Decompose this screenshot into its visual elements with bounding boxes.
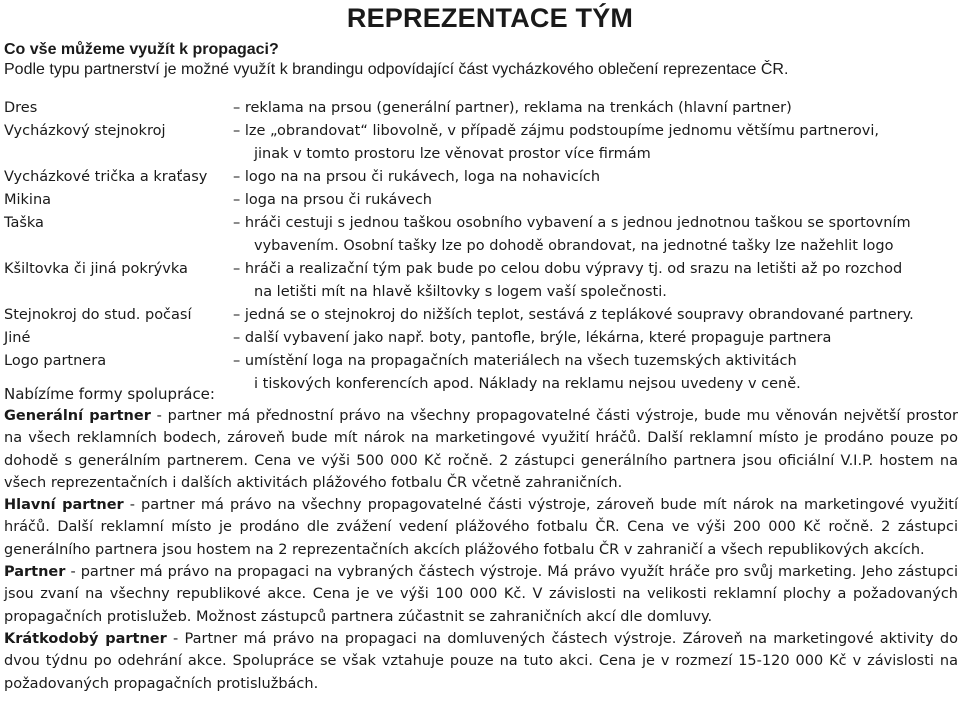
item-description — [233, 304, 954, 327]
item-description-line: jinak v tomto prostoru lze věnovat prostor více firmám — [254, 146, 651, 162]
offer-name: Partner — [4, 564, 66, 581]
item-description-line: – logo na na prsou či rukávech, loga na nohavicích — [233, 169, 601, 185]
item-label: Taška — [4, 215, 44, 231]
intro-question: Co vše můžeme využít k propagaci? — [4, 41, 279, 58]
intro-text: Podle typu partnerství je možné využít k brandingu odpovídající část vycházkového oblečení reprezentace ČR. — [4, 61, 789, 78]
item-description-line: na letišti mít na hlavě kšiltovky s logem vaší společnosti. — [254, 284, 667, 300]
offer-text: - partner má právo na propagaci na vybraných částech výstroje. Má právo využít hráče pro svůj marketing. Jeho zástupci jsou zvaní na všechny republikové akce. Cena je ve výši 100 000 Kč. V závislosti na velikosti reklamní plochy a požadovaných propagačních protislužeb. Možnost zástupců partnera zúčastnit se zahraničních akcí dle domluvy. — [4, 564, 958, 625]
list-item — [4, 97, 954, 120]
page-title: REPREZENTACE TÝM — [346, 3, 634, 33]
offer-name: Generální partner — [4, 408, 151, 424]
offer-paragraph — [4, 561, 958, 628]
item-description — [233, 189, 954, 212]
item-description — [233, 258, 954, 304]
item-label: Stejnokroj do stud. počasí — [4, 307, 192, 323]
list-item — [4, 304, 954, 327]
item-description-line: – hráči cestuji s jednou taškou osobního vybavení a s jednou jednotnou taškou se sportovním — [233, 215, 911, 231]
list-item — [4, 189, 954, 212]
item-description-line: – jedná se o stejnokroj do nižších teplot, sestává z teplákové soupravy obrandované partnery. — [233, 307, 914, 323]
item-label: Vycházkový stejnokroj — [4, 123, 166, 139]
item-description — [233, 212, 954, 258]
list-item — [4, 166, 954, 189]
offer-paragraphs — [4, 405, 958, 695]
item-description-line: – hráči a realizační tým pak bude po celou dobu výpravy tj. od srazu na letišti až po rozchod — [233, 261, 903, 277]
item-description-line: i tiskových konferencích apod. Náklady na reklamu nejsou uvedeny v ceně. — [254, 376, 801, 392]
item-description-line: – umístění loga na propagačních materiálech na všech tuzemských aktivitách — [233, 353, 797, 369]
item-label: Jiné — [4, 330, 31, 346]
item-label: Dres — [4, 100, 38, 116]
item-description-line: – lze „obrandovat“ libovolně, v případě zájmu podstoupíme jednomu většímu partnerovi, — [233, 123, 879, 139]
item-description — [233, 350, 954, 396]
item-description-line: – loga na prsou či rukávech — [233, 192, 432, 208]
item-label: Logo partnera — [4, 353, 107, 369]
offer-paragraph — [4, 405, 958, 494]
offer-text: - Partner má právo na propagaci na domluvených částech výstroje. Zároveň na marketingové aktivity do dvou týdnu po odehrání akce. Spolupráce se však vztahuje pouze na tuto akci. Cena je v rozmezí 15-120 000 Kč v závislosti na požadovaných propagačních protislužbách. — [4, 630, 958, 692]
offer-heading: Nabízíme formy spolupráce: — [4, 385, 215, 403]
offer-text: - partner má právo na všechny propagovatelné části výstroje, zároveň bude mít nárok na marketingové využití hráčů. Další reklamní místo je prodáno dle zvážení vedení plážového fotbalu ČR. Cena ve výši 200 000 Kč ročně. 2 zástupci generálního partnera jsou hostem na 2 reprezentačních akcích plážového fotbalu ČR v zahraničí a všech republikových akcích. — [4, 497, 958, 558]
list-item — [4, 212, 954, 258]
item-description-line: vybavením. Osobní tašky lze po dohodě obrandovat, na jednotné tašky lze nažehlit logo — [254, 238, 894, 254]
offer-name: Krátkodobý partner — [4, 630, 167, 647]
item-description-line: – další vybavení jako např. boty, pantofle, brýle, lékárna, které propaguje partnera — [233, 330, 832, 346]
list-item — [4, 327, 954, 350]
item-description — [233, 166, 954, 189]
offer-text: - partner má přednostní právo na všechny propagovatelné části výstroje, bude mu věnován největší prostor na všech reklamních bodech, zároveň bude mít nárok na marketingové využití hráčů. Další reklamní místo je prodáno pouze po dohodě s generálním partnerem. Cena ve výši 500 000 Kč ročně. 2 zástupci generálního partnera jsou oficiální V.I.P. hostem na všech reprezentačních i dalších aktivitách plážového fotbalu ČR včetně zahraničních. — [4, 408, 958, 491]
offer-name: Hlavní partner — [4, 497, 124, 514]
branding-items-list — [4, 97, 954, 396]
item-description-line: – reklama na prsou (generální partner), reklama na trenkách (hlavní partner) — [233, 100, 792, 116]
intro — [4, 40, 788, 80]
offer-paragraph — [4, 494, 958, 561]
item-description — [233, 327, 954, 350]
list-item — [4, 258, 954, 304]
item-label: Vycházkové trička a kraťasy — [4, 169, 208, 185]
item-description — [233, 97, 954, 120]
item-label: Kšiltovka či jiná pokrývka — [4, 261, 188, 277]
item-label: Mikina — [4, 192, 52, 208]
offer-paragraph — [4, 628, 958, 695]
list-item — [4, 120, 954, 166]
item-description — [233, 120, 954, 166]
